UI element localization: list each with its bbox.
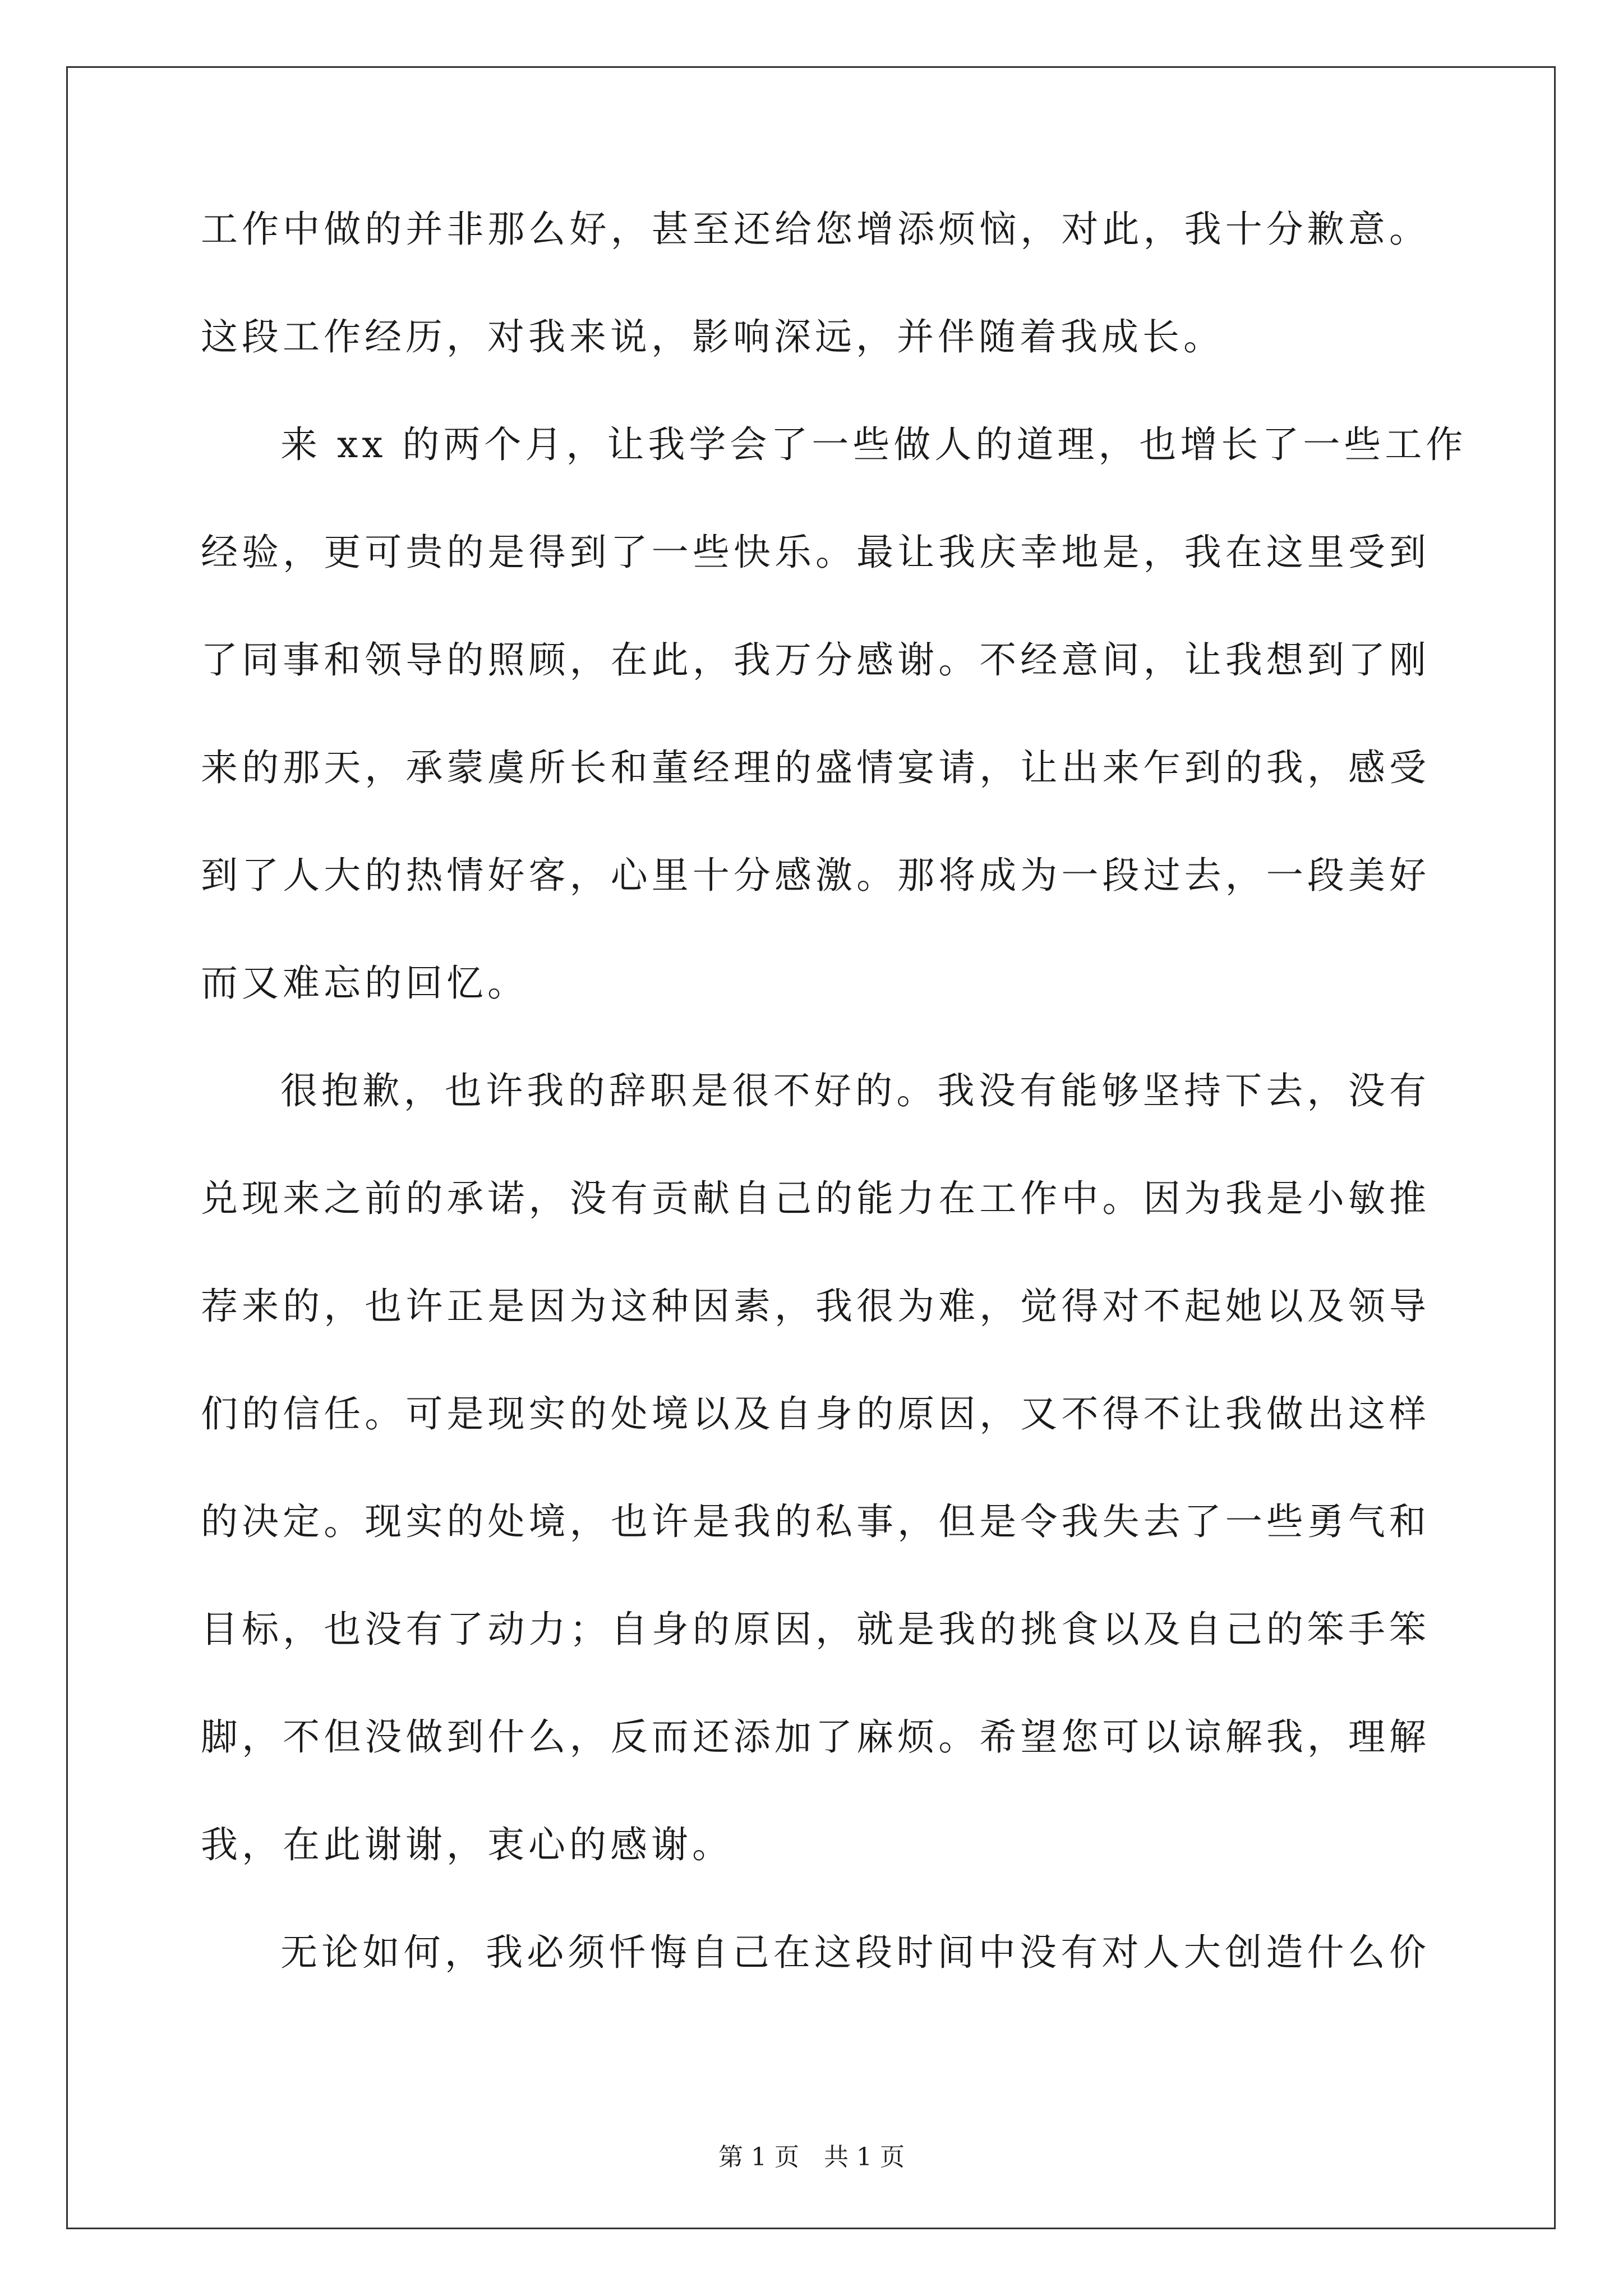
body-text xyxy=(201,208,1467,2042)
page-number: 第 1 页 共 1 页 xyxy=(718,2143,905,2171)
text-line: 很抱歉，也许我的辞职是很不好的。我没有能够坚持下去，没有 xyxy=(280,1069,1430,1112)
text-line: 目标，也没有了动力；自身的原因，就是我的挑食以及自己的笨手笨 xyxy=(201,1608,1430,1651)
text-line: 脚，不但没做到什么，反而还添加了麻烦。希望您可以谅解我，理解 xyxy=(201,1715,1430,1759)
text-line: 兑现来之前的承诺，没有贡献自己的能力在工作中。因为我是小敏推 xyxy=(201,1177,1430,1220)
text-line: 们的信任。可是现实的处境以及自身的原因，又不得不让我做出这样 xyxy=(201,1392,1430,1435)
text-line: 的决定。现实的处境，也许是我的私事，但是令我失去了一些勇气和 xyxy=(201,1500,1430,1543)
text-line: 来的那天，承蒙虞所长和董经理的盛情宴请，让出来乍到的我，感受 xyxy=(201,746,1430,789)
text-line: 经验，更可贵的是得到了一些快乐。最让我庆幸地是，我在这里受到 xyxy=(201,531,1430,574)
text-line: 了同事和领导的照顾，在此，我万分感谢。不经意间，让我想到了刚 xyxy=(201,638,1430,682)
text-line: 荐来的，也许正是因为这种因素，我很为难，觉得对不起她以及领导 xyxy=(201,1285,1430,1328)
text-line: 而又难忘的回忆。 xyxy=(201,961,528,1005)
text-line: 我，在此谢谢，衷心的感谢。 xyxy=(201,1823,733,1866)
text-line: 来 xx 的两个月，让我学会了一些做人的道理，也增长了一些工作 xyxy=(280,423,1467,466)
text-line: 到了人大的热情好客，心里十分感激。那将成为一段过去，一段美好 xyxy=(201,854,1430,897)
text-line: 这段工作经历，对我来说，影响深远，并伴随着我成长。 xyxy=(201,315,1224,358)
text-line: 工作中做的并非那么好，甚至还给您增添烦恼，对此，我十分歉意。 xyxy=(201,208,1430,251)
text-line: 无论如何，我必须忏悔自己在这段时间中没有对人大创造什么价 xyxy=(280,1931,1430,1974)
